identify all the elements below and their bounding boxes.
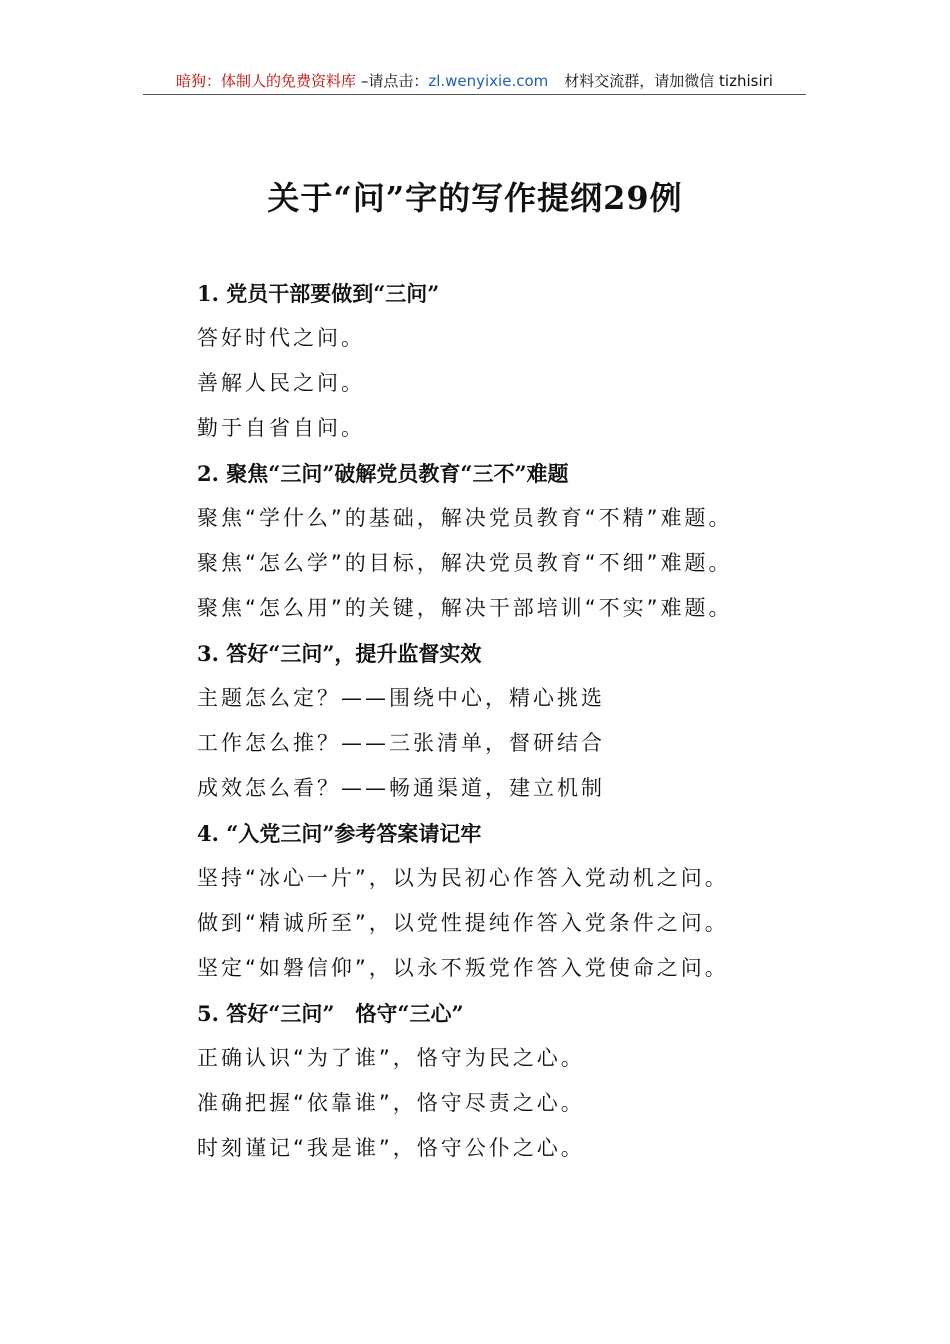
document-title: 关于“问”字的写作提纲29例 <box>267 179 683 217</box>
section-line: 聚焦“学什么”的基础，解决党员教育“不精”难题。 <box>197 506 733 530</box>
section-heading: 4. “入党三问”参考答案请记牢 <box>197 821 482 846</box>
section-line: 答好时代之问。 <box>197 326 365 350</box>
section-heading: 2. 聚焦“三问”破解党员教育“三不”难题 <box>197 461 569 486</box>
header-url-link[interactable]: zl.wenyixie.com <box>428 72 549 90</box>
section-line: 工作怎么推？——三张清单，督研结合 <box>197 731 605 755</box>
section-5 <box>197 991 817 1171</box>
section-4 <box>197 811 817 991</box>
section-line: 做到“精诚所至”，以党性提纯作答入党条件之问。 <box>197 911 729 935</box>
section-2 <box>197 451 817 631</box>
section-line: 聚焦“怎么用”的关键，解决干部培训“不实”难题。 <box>197 596 733 620</box>
section-line: 成效怎么看？——畅通渠道，建立机制 <box>197 776 605 800</box>
section-line: 坚定“如磐信仰”，以永不叛党作答入党使命之问。 <box>197 956 729 980</box>
section-heading: 1. 党员干部要做到“三问” <box>197 281 440 306</box>
section-line: 时刻谨记“我是谁”，恪守公仆之心。 <box>197 1136 585 1160</box>
section-line: 准确把握“依靠谁”，恪守尽责之心。 <box>197 1091 585 1115</box>
section-heading: 3. 答好“三问”，提升监督实效 <box>197 641 482 666</box>
section-1 <box>197 271 817 451</box>
document-body <box>197 271 817 1171</box>
section-line: 坚持“冰心一片”，以为民初心作答入党动机之问。 <box>197 866 729 890</box>
section-3 <box>197 631 817 811</box>
section-heading: 5. 答好“三问” 恪守“三心” <box>197 1001 464 1026</box>
section-line: 善解人民之问。 <box>197 371 365 395</box>
section-line: 勤于自省自问。 <box>197 416 365 440</box>
header-brand-text: 暗狗：体制人的免费资料库 <box>176 72 357 90</box>
section-line: 主题怎么定？——围绕中心，精心挑选 <box>197 686 605 710</box>
header-click-prompt: –请点击： <box>356 72 429 90</box>
section-line: 正确认识“为了谁”，恪守为民之心。 <box>197 1046 585 1070</box>
section-line: 聚焦“怎么学”的目标，解决党员教育“不细”难题。 <box>197 551 733 575</box>
page-header <box>143 68 806 95</box>
header-group-text: 材料交流群，请加微信 tizhisiri <box>564 72 773 90</box>
